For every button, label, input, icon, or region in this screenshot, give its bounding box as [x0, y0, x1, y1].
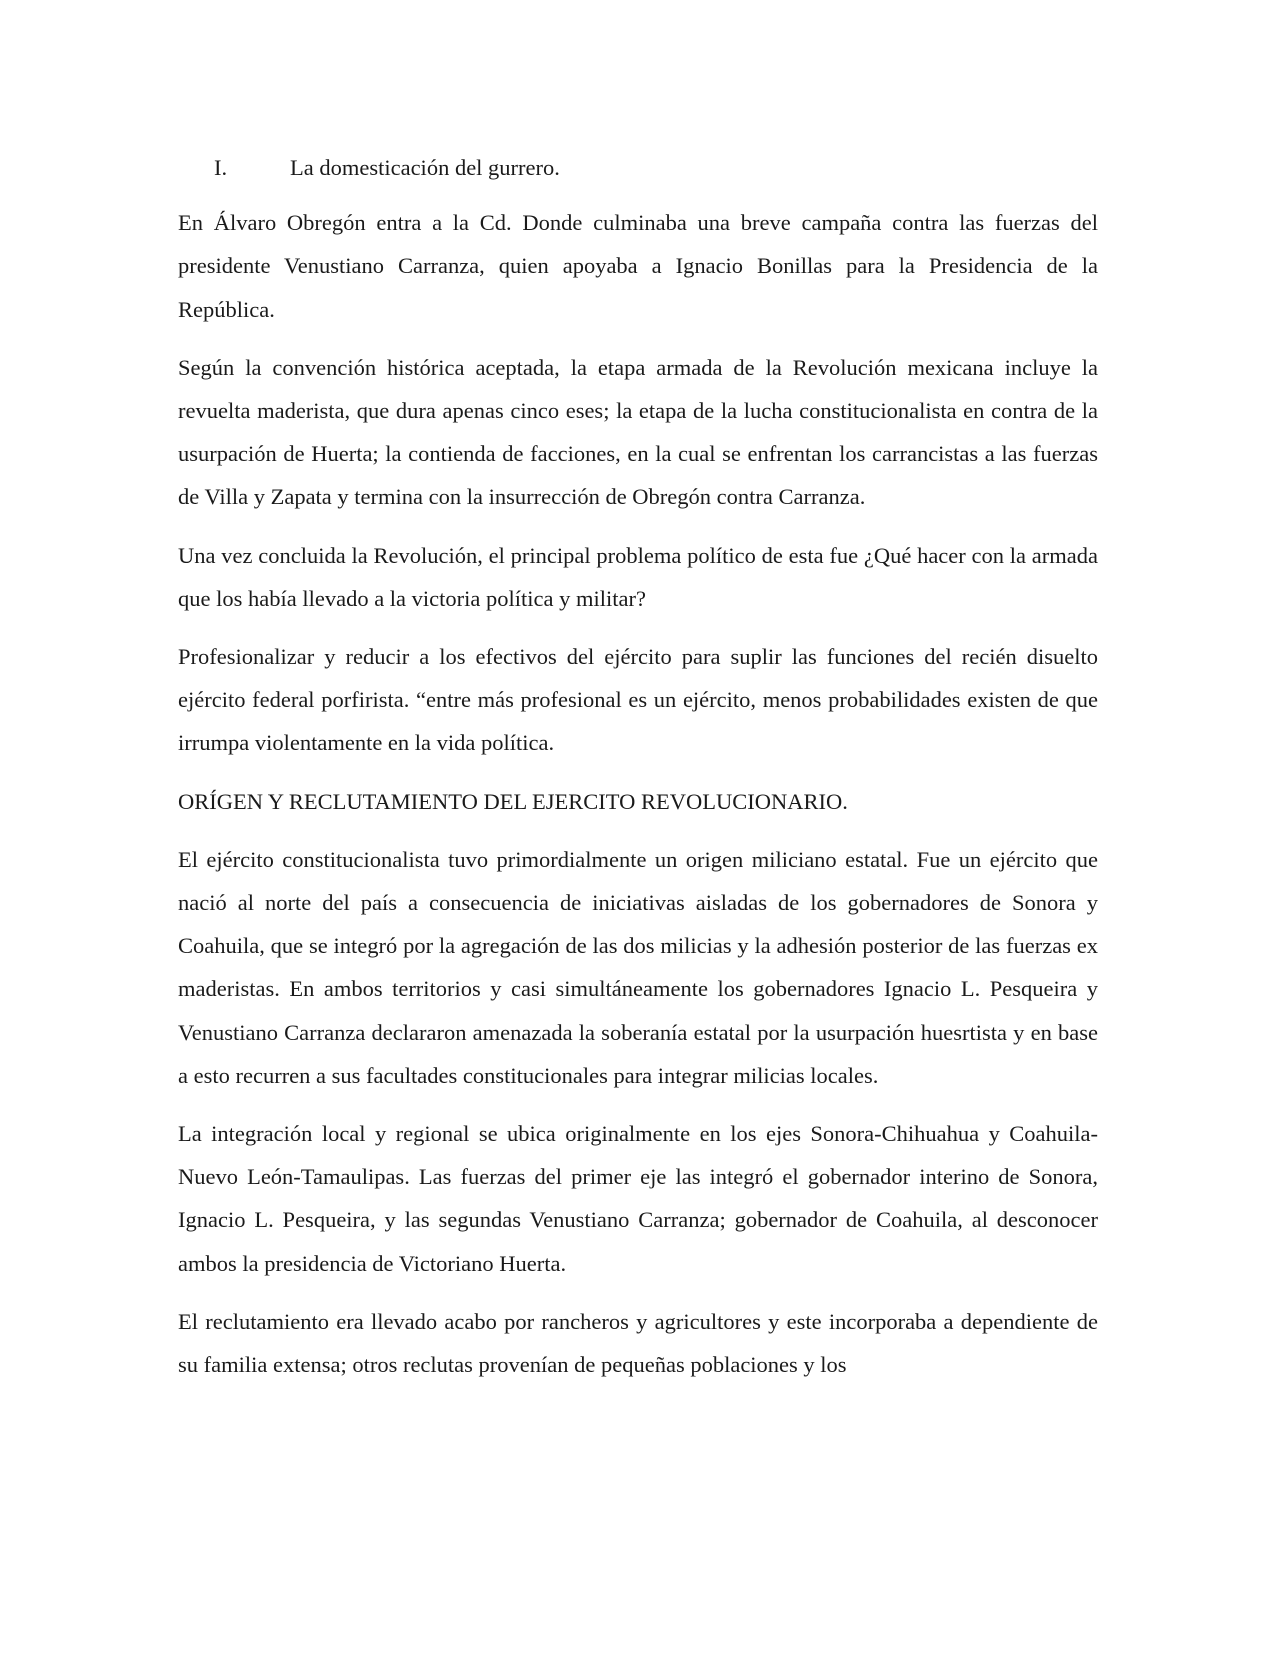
document-body	[178, 146, 1098, 1401]
chapter-title: La domesticación del gurrero.	[290, 155, 560, 180]
paragraph-2: Según la convención histórica aceptada, la etapa armada de la Revolución mexicana incluye la revuelta maderista, que dura apenas cinco eses; la etapa de la lucha constitucionalista en contra de la usurpación de Huerta; la contienda de facciones, en la cual se enfrentan los carrancistas a las fuerzas de Villa y Zapata y termina con la insurrección de Obregón contra Carranza.	[178, 354, 1098, 510]
chapter-number: I.	[214, 155, 228, 180]
paragraph-3: Una vez concluida la Revolución, el principal problema político de esta fue ¿Qué hacer con la armada que los había llevado a la victoria política y militar?	[178, 542, 1098, 611]
chapter-heading	[178, 146, 1098, 189]
section-paragraph-1: El ejército constitucionalista tuvo primordialmente un origen miliciano estatal. Fue un ejército que nació al norte del país a consecuencia de iniciativas aisladas de los gobernadores de Sonora y Coahuila, que se integró por la agregación de las dos milicias y la adhesión posterior de las fuerzas ex maderistas. En ambos territorios y casi simultáneamente los gobernadores Ignacio L. Pesqueira y Venustiano Carranza declararon amenazada la soberanía estatal por la usurpación huesrtista y en base a esto recurren a sus facultades constitucionales para integrar milicias locales.	[178, 846, 1098, 1088]
section-paragraph-2: La integración local y regional se ubica originalmente en los ejes Sonora-Chihuahua y Coahuila-Nuevo León-Tamaulipas. Las fuerzas del primer eje las integró el gobernador interino de Sonora, Ignacio L. Pesqueira, y las segundas Venustiano Carranza; gobernador de Coahuila, al desconocer ambos la presidencia de Victoriano Huerta.	[178, 1121, 1098, 1276]
paragraph-4: Profesionalizar y reducir a los efectivos del ejército para suplir las funciones del recién disuelto ejército federal porfirista. “entre más profesional es un ejército, menos probabilidades existen de que irrumpa violentamente en la vida política.	[178, 644, 1098, 756]
section-paragraph-3: El reclutamiento era llevado acabo por rancheros y agricultores y este incorporaba a dependiente de su familia extensa; otros reclutas provenían de pequeñas poblaciones y los	[178, 1308, 1098, 1378]
section-title: ORÍGEN Y RECLUTAMIENTO DEL EJERCITO REVOLUCIONARIO.	[178, 788, 848, 814]
paragraph-1: En Álvaro Obregón entra a la Cd. Donde culminaba una breve campaña contra las fuerzas del presidente Venustiano Carranza, quien apoyaba a Ignacio Bonillas para la Presidencia de la República.	[178, 210, 1098, 322]
